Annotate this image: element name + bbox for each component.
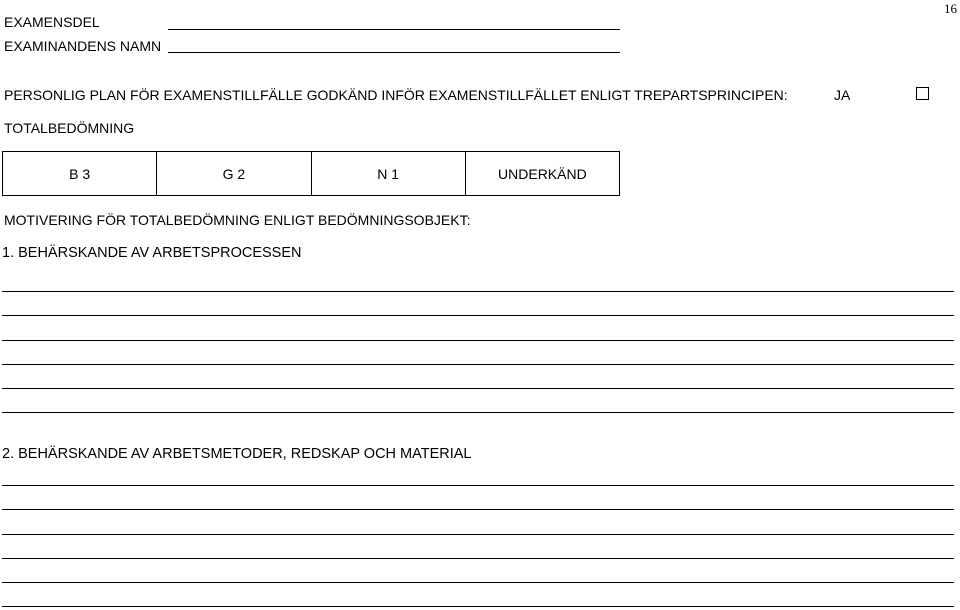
section-1-line-6[interactable]	[2, 412, 954, 413]
grade-cell-failed[interactable]: UNDERKÄND	[465, 152, 619, 196]
page-number: 16	[944, 1, 957, 16]
yes-checkbox[interactable]	[916, 87, 929, 100]
section-1-line-2[interactable]	[2, 315, 954, 316]
grade-cell-n1[interactable]: N 1	[311, 152, 465, 196]
total-assessment-title: TOTALBEDÖMNING	[4, 120, 135, 136]
grade-cell-b3[interactable]: B 3	[3, 152, 157, 196]
section-1-line-3[interactable]	[2, 340, 954, 341]
section-2-line-3[interactable]	[2, 534, 954, 535]
section-2-line-1[interactable]	[2, 485, 954, 486]
section-1-line-1[interactable]	[2, 291, 954, 292]
section-1-line-5[interactable]	[2, 388, 954, 389]
section-2-line-4[interactable]	[2, 558, 954, 559]
examinee-name-label: EXAMINANDENS NAMN	[4, 38, 162, 54]
personal-plan-statement: PERSONLIG PLAN FÖR EXAMENSTILLFÄLLE GODKÄND INFÖR EXAMENSTILLFÄLLET ENLIGT TREPARTSPRINCIPEN:	[4, 87, 788, 103]
section-2-line-6[interactable]	[2, 606, 954, 607]
section-2-heading: 2. BEHÄRSKANDE AV ARBETSMETODER, REDSKAP OCH MATERIAL	[2, 446, 472, 462]
section-1-heading: 1. BEHÄRSKANDE AV ARBETSPROCESSEN	[2, 245, 302, 261]
motivation-title: MOTIVERING FÖR TOTALBEDÖMNING ENLIGT BEDÖMNINGSOBJEKT:	[4, 212, 471, 228]
yes-label: JA	[834, 87, 851, 103]
grade-table	[2, 151, 620, 196]
exam-section-label: EXAMENSDEL	[4, 14, 100, 30]
exam-section-field[interactable]	[168, 29, 620, 30]
section-2-line-5[interactable]	[2, 582, 954, 583]
grade-cell-g2[interactable]: G 2	[157, 152, 311, 196]
section-2-line-2[interactable]	[2, 509, 954, 510]
examinee-name-field[interactable]	[168, 52, 620, 53]
section-1-line-4[interactable]	[2, 364, 954, 365]
grade-row	[3, 152, 620, 196]
